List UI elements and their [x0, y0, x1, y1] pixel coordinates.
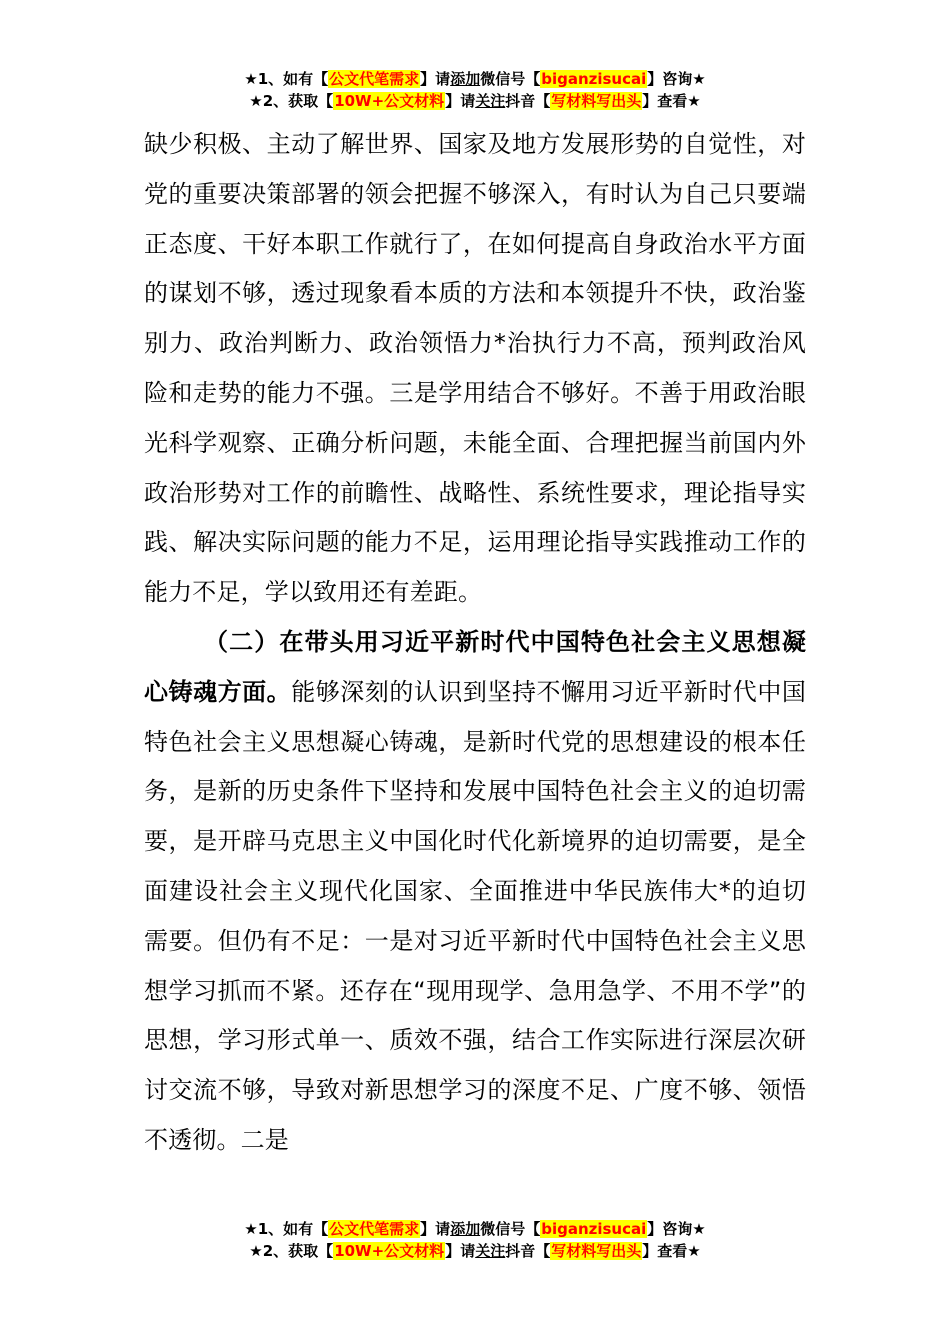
promo-line-2-middle: 】请	[445, 92, 476, 110]
promo-line-1	[0, 68, 950, 90]
paragraph-1: 缺少积极、主动了解世界、国家及地方发展形势的自觉性，对党的重要决策部署的领会把握不够深入，有时认为自己只要端正态度、干好本职工作就行了，在如何提高自身政治水平方面的谋划不够，透过现象看本质的方法和本领提升不快，政治鉴别力、政治判断力、政治领悟力*治执行力不高，预判政治风险和走势的能力不强。三是学用结合不够好。不善于用政治眼光科学观察、正确分析问题，未能全面、合理把握当前国内外政治形势对工作的前瞻性、战略性、系统性要求，理论指导实践、解决实际问题的能力不足，运用理论指导实践推动工作的能力不足，学以致用还有差距。	[144, 130, 806, 607]
promo-highlight-writing-service: 公文代笔需求	[329, 70, 420, 88]
document-body	[144, 120, 806, 1166]
promo-highlight-wechat-id: biganzisucai	[541, 70, 647, 88]
top-promo-banner	[0, 68, 950, 112]
promo-line-2-prefix: ★2、获取【	[249, 92, 334, 110]
promo-line-2-prefix: ★2、获取【	[249, 1242, 334, 1260]
promo-highlight-douyin-account: 写材料写出头	[551, 1242, 642, 1260]
promo-line-1-emphasis: 添加	[450, 70, 481, 88]
paragraph-2-body: 能够深刻的认识到坚持不懈用习近平新时代中国特色社会主义思想凝心铸魂，是新时代党的思想建设的根本任务，是新的历史条件下坚持和发展中国特色社会主义的迫切需要，是开辟马克思主义中国化时代化新境界的迫切需要，是全面建设社会主义现代化国家、全面推进中华民族伟大*的迫切需要。但仍有不足：一是对习近平新时代中国特色社会主义思想学习抓而不紧。还存在“现用现学、急用急学、不用不学”的思想，学习形式单一、质效不强，结合工作实际进行深层次研讨交流不够，导致对新思想学习的深度不足、广度不够、领悟不透彻。二是	[144, 677, 806, 1154]
paragraph-2	[144, 618, 806, 1166]
promo-highlight-wechat-id: biganzisucai	[541, 1220, 647, 1238]
promo-line-2	[0, 1240, 950, 1262]
promo-line-2-emphasis: 关注	[475, 1242, 506, 1260]
section-heading: （二）在带头用习近平新时代中国特色社会主义思想凝心铸魂方面。	[144, 627, 806, 706]
promo-highlight-douyin-account: 写材料写出头	[551, 92, 642, 110]
promo-highlight-materials: 10W+公文材料	[334, 92, 445, 110]
promo-line-1-suffix: 】咨询★	[647, 70, 706, 88]
promo-line-1-prefix: ★1、如有【	[244, 1220, 329, 1238]
bottom-promo-banner	[0, 1218, 950, 1262]
promo-line-1-emphasis: 添加	[450, 1220, 481, 1238]
promo-line-2-emphasis: 关注	[475, 92, 506, 110]
promo-line-2	[0, 90, 950, 112]
promo-line-1	[0, 1218, 950, 1240]
promo-highlight-writing-service: 公文代笔需求	[329, 1220, 420, 1238]
promo-line-2-middle-2: 抖音【	[505, 1242, 551, 1260]
promo-line-1-prefix: ★1、如有【	[244, 70, 329, 88]
promo-line-1-middle-2: 微信号【	[480, 1220, 541, 1238]
promo-line-2-middle-2: 抖音【	[505, 92, 551, 110]
promo-line-2-suffix: 】查看★	[642, 1242, 701, 1260]
promo-highlight-materials: 10W+公文材料	[334, 1242, 445, 1260]
promo-line-1-suffix: 】咨询★	[647, 1220, 706, 1238]
promo-line-1-middle: 】请	[420, 70, 451, 88]
promo-line-1-middle: 】请	[420, 1220, 451, 1238]
promo-line-1-middle-2: 微信号【	[480, 70, 541, 88]
promo-line-2-middle: 】请	[445, 1242, 476, 1260]
promo-line-2-suffix: 】查看★	[642, 92, 701, 110]
